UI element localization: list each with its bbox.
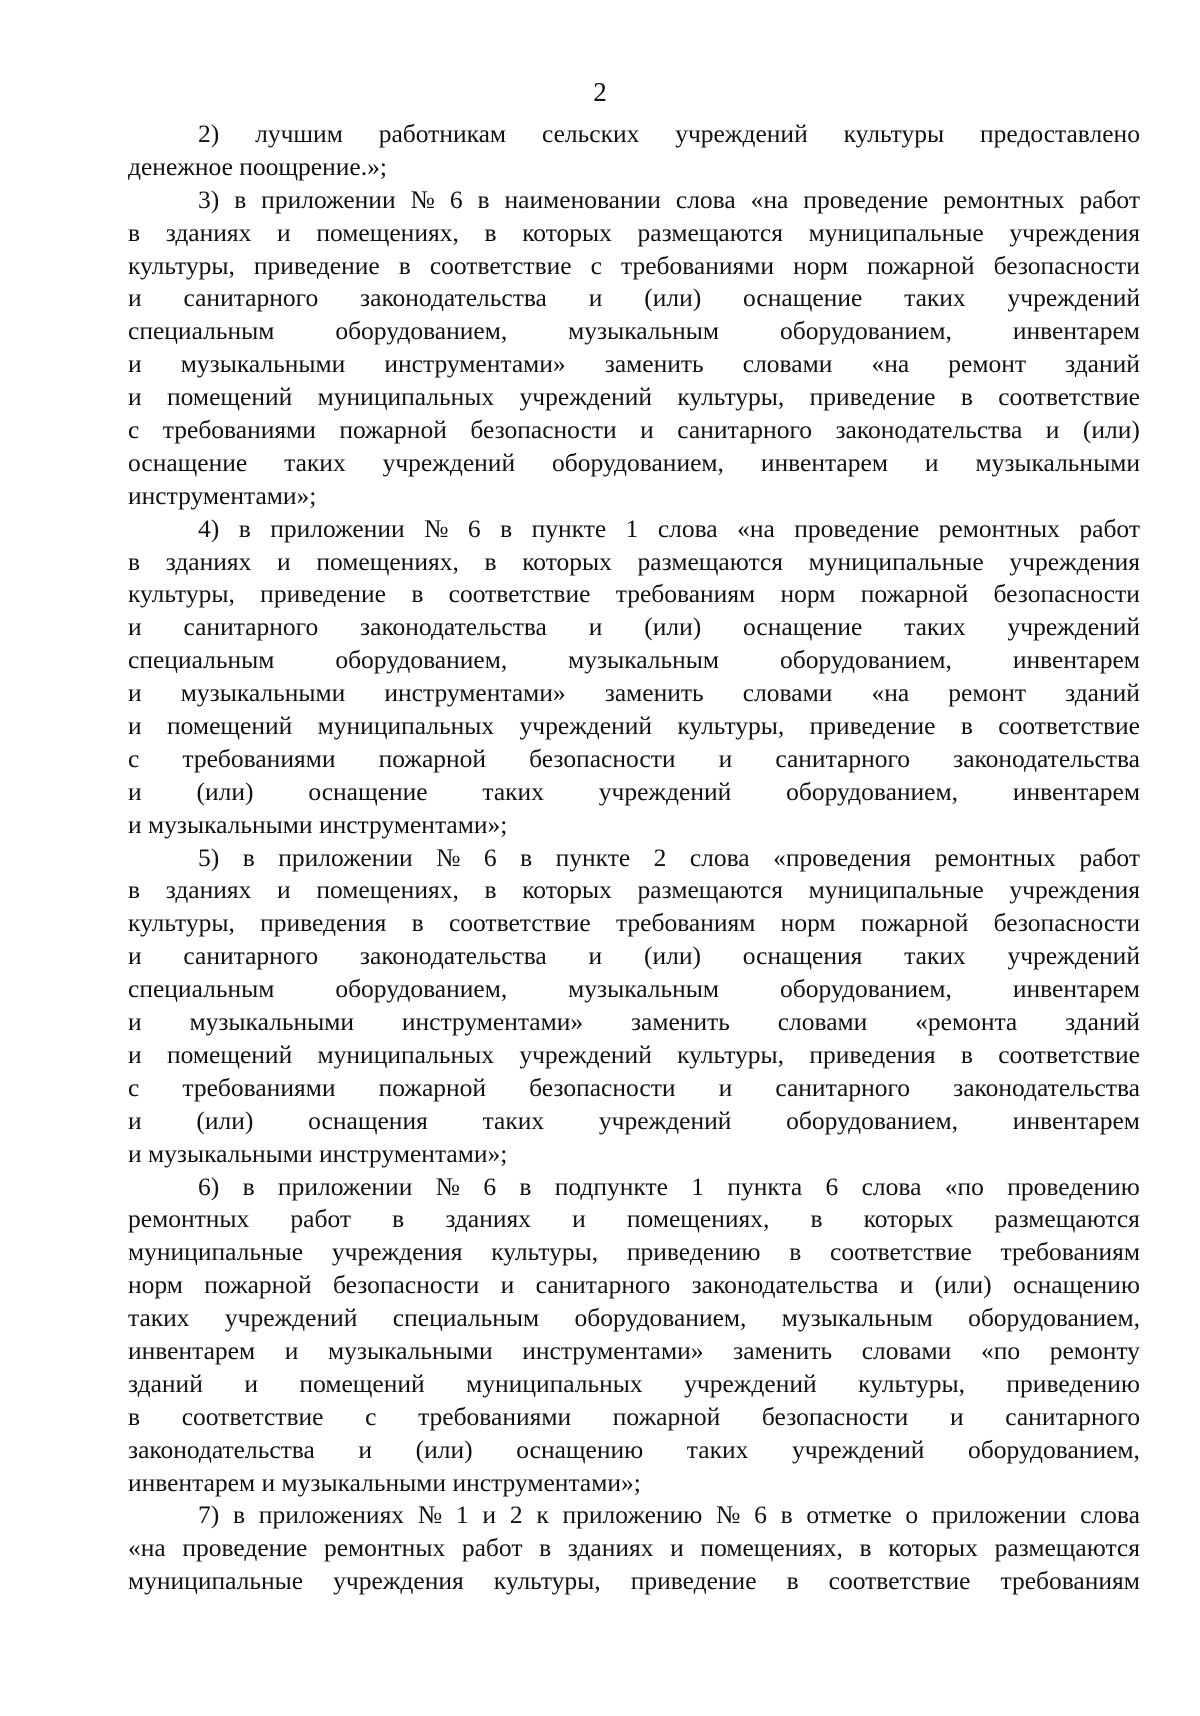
text-line: законодательства и (или) оснащению таких учреждений оборудованием, <box>128 1434 1140 1464</box>
text-line: и музыкальными инструментами» заменить словами «на ремонт зданий <box>128 678 1140 708</box>
text-line: и музыкальными инструментами» заменить словами «ремонта зданий <box>128 1007 1140 1037</box>
text-line: в зданиях и помещениях, в которых размещаются муниципальные учреждения <box>128 217 1140 247</box>
page-number: 2 <box>593 77 607 107</box>
paragraph <box>128 1171 1140 1500</box>
text-line: в зданиях и помещениях, в которых размещаются муниципальные учреждения <box>128 875 1140 905</box>
paragraph <box>128 118 1140 184</box>
text-line: специальным оборудованием, музыкальным оборудованием, инвентарем <box>128 316 1140 346</box>
text-line: и (или) оснащения таких учреждений оборудованием, инвентарем <box>128 1105 1140 1135</box>
text-line: и санитарного законодательства и (или) оснащения таких учреждений <box>128 941 1140 971</box>
text-line: с требованиями пожарной безопасности и санитарного законодательства <box>128 1072 1140 1102</box>
text-line: и (или) оснащение таких учреждений оборудованием, инвентарем <box>128 776 1140 806</box>
text-line: и музыкальными инструментами» заменить словами «на ремонт зданий <box>128 349 1140 379</box>
text-line: таких учреждений специальным оборудованием, музыкальным оборудованием, <box>128 1303 1140 1333</box>
text-line: и помещений муниципальных учреждений культуры, приведение в соответствие <box>128 382 1140 412</box>
text-line: и санитарного законодательства и (или) оснащение таких учреждений <box>128 612 1140 642</box>
text-line: 3) в приложении № 6 в наименовании слова «на проведение ремонтных работ <box>198 184 1140 214</box>
text-line: культуры, приведение в соответствие с требованиями норм пожарной безопасности <box>128 250 1140 280</box>
text-line: 4) в приложении № 6 в пункте 1 слова «на проведение ремонтных работ <box>198 513 1140 543</box>
text-line: специальным оборудованием, музыкальным оборудованием, инвентарем <box>128 974 1140 1004</box>
text-line: в соответствие с требованиями пожарной безопасности и санитарного <box>128 1401 1140 1431</box>
text-line: культуры, приведение в соответствие требованиям норм пожарной безопасности <box>128 579 1140 609</box>
text-line: 7) в приложениях № 1 и 2 к приложению № 6 в отметке о приложении слова <box>198 1500 1140 1530</box>
text-line: и музыкальными инструментами»; <box>128 809 508 839</box>
paragraph <box>128 842 1140 1171</box>
text-line: 2) лучшим работникам сельских учреждений культуры предоставлено <box>198 119 1140 148</box>
text-line: в зданиях и помещениях, в которых размещаются муниципальные учреждения <box>128 546 1140 576</box>
text-line: и санитарного законодательства и (или) оснащение таких учреждений <box>128 283 1140 313</box>
text-line: «на проведение ремонтных работ в зданиях и помещениях, в которых размещаются <box>128 1533 1140 1563</box>
paragraph <box>128 1499 1140 1598</box>
text-line: 6) в приложении № 6 в подпункте 1 пункта 6 слова «по проведению <box>198 1171 1140 1201</box>
text-line: денежное поощрение.»; <box>128 151 387 181</box>
text-line: оснащение таких учреждений оборудованием, инвентарем и музыкальными <box>128 447 1140 477</box>
text-line: с требованиями пожарной безопасности и санитарного законодательства <box>128 743 1140 773</box>
text-line: и помещений муниципальных учреждений культуры, приведения в соответствие <box>128 1039 1140 1069</box>
document-body <box>128 118 1140 1598</box>
paragraph <box>128 513 1140 842</box>
text-line: культуры, приведения в соответствие требованиям норм пожарной безопасности <box>128 908 1140 938</box>
paragraph <box>128 184 1140 513</box>
text-line: зданий и помещений муниципальных учреждений культуры, приведению <box>128 1368 1140 1398</box>
text-line: и музыкальными инструментами»; <box>128 1138 508 1168</box>
text-line: муниципальные учреждения культуры, приведению в соответствие требованиям <box>128 1237 1140 1267</box>
text-line: специальным оборудованием, музыкальным оборудованием, инвентарем <box>128 645 1140 675</box>
text-line: норм пожарной безопасности и санитарного законодательства и (или) оснащению <box>128 1270 1140 1300</box>
text-line: и помещений муниципальных учреждений культуры, приведение в соответствие <box>128 711 1140 741</box>
text-line: 5) в приложении № 6 в пункте 2 слова «проведения ремонтных работ <box>198 842 1140 872</box>
text-line: инструментами»; <box>128 480 317 510</box>
text-line: ремонтных работ в зданиях и помещениях, в которых размещаются <box>128 1204 1140 1234</box>
text-line: инвентарем и музыкальными инструментами» заменить словами «по ремонту <box>128 1335 1140 1365</box>
text-line: муниципальные учреждения культуры, приведение в соответствие требованиям <box>128 1566 1140 1596</box>
text-line: с требованиями пожарной безопасности и санитарного законодательства и (или) <box>128 415 1140 445</box>
text-line: инвентарем и музыкальными инструментами»; <box>128 1467 641 1497</box>
